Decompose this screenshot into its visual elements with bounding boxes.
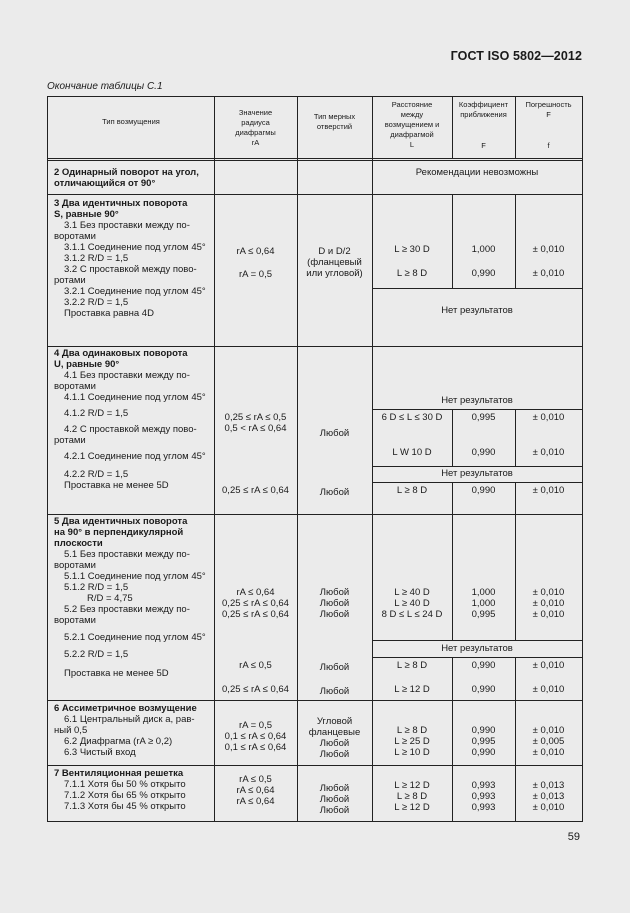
s5-ra-line: 0,25 ≤ rA ≤ 0,64 xyxy=(222,598,289,609)
rule-s6 xyxy=(48,765,582,766)
s3-tap-type xyxy=(297,246,372,279)
s5-coef-a xyxy=(452,587,515,620)
header-line: отверстий xyxy=(316,122,353,131)
s6-ra-line: rA = 0,5 xyxy=(238,720,272,731)
s3-l-2: L ≥ 8 D xyxy=(396,268,428,279)
s5-tap-type-b: Любой xyxy=(319,662,350,673)
s7-description xyxy=(54,768,186,812)
col-rule-2 xyxy=(297,97,298,821)
s7-ra-line: rA ≤ 0,64 xyxy=(236,785,275,796)
s3-no-results: Нет результатов xyxy=(441,305,513,316)
s5-f-line: 0,995 xyxy=(471,609,496,620)
s4-ra-a xyxy=(214,412,297,434)
s4-line: 4.2 С проставкой между пово- xyxy=(64,424,197,435)
s6-tap-type xyxy=(297,716,372,760)
s4-line: 4.1.2 R/D = 1,5 xyxy=(64,408,129,419)
header-line: Погрешность xyxy=(525,100,572,109)
s6-type-line: Любой xyxy=(319,738,350,749)
s3-f-2: 0,990 xyxy=(471,268,496,279)
header-tap-type xyxy=(297,112,372,132)
rule-s2 xyxy=(48,194,582,195)
s4-f-3: 0,990 xyxy=(471,485,496,496)
s4-l-2: L W 10 D xyxy=(392,447,432,458)
rule-s5 xyxy=(48,700,582,701)
s5-f-c: 0,990 xyxy=(471,684,496,695)
s5-f-line: 1,000 xyxy=(471,598,496,609)
s3-ra-1: rA ≤ 0,64 xyxy=(236,246,275,257)
s5-l-line: 8 D ≤ L ≤ 24 D xyxy=(381,609,443,620)
rule-s4-c xyxy=(372,482,582,483)
s3-line: 3.1.2 R/D = 1,5 xyxy=(64,253,129,264)
s4-line: Проставка не менее 5D xyxy=(64,480,169,491)
table-c1 xyxy=(47,96,583,822)
s5-f-line: 1,000 xyxy=(471,587,496,598)
s5-f-b: 0,990 xyxy=(471,660,496,671)
s3-l-1: L ≥ 30 D xyxy=(394,244,430,255)
s5-type-line: Любой xyxy=(319,609,350,620)
s6-err-line: ± 0,010 xyxy=(532,747,565,758)
s7-type-line: Любой xyxy=(319,794,350,805)
s3-line: 3.2 С проставкой между пово- xyxy=(64,264,197,275)
s6-f-line: 0,990 xyxy=(471,725,496,736)
s5-line: 5.2.1 Соединение под углом 45° xyxy=(64,632,206,643)
s5-type-line: Любой xyxy=(319,598,350,609)
s7-f-line: 0,993 xyxy=(471,791,496,802)
s3-line: 3.2.1 Соединение под углом 45° xyxy=(64,286,206,297)
s5-line: 5.2 Без проставки между по- xyxy=(64,604,190,615)
s5-ra-line: 0,25 ≤ rA ≤ 0,64 xyxy=(222,609,289,620)
s7-ra xyxy=(214,774,297,807)
s4-line: 4.2.1 Соединение под углом 45° xyxy=(64,451,206,462)
s4-ra-line: 0,5 < rA ≤ 0,64 xyxy=(224,423,287,434)
s7-err-line: ± 0,013 xyxy=(532,780,565,791)
page-number: 59 xyxy=(567,831,580,843)
s5-distance-a xyxy=(372,587,452,620)
s3-line: Проставка равна 4D xyxy=(64,308,154,319)
s2-note: Рекомендации невозможны xyxy=(415,167,539,178)
s5-line: Проставка не менее 5D xyxy=(64,668,169,679)
s5-line: воротами xyxy=(54,615,96,626)
s4-tap-type-b: Любой xyxy=(319,487,350,498)
s7-l-line: L ≥ 12 D xyxy=(394,802,430,813)
rule-s4 xyxy=(48,514,582,515)
s3-line: 3.2.2 R/D = 1,5 xyxy=(64,297,129,308)
s6-coef xyxy=(452,725,515,758)
s7-line: 7.1.2 Хотя бы 65 % открыто xyxy=(64,790,186,801)
s4-f-1: 0,995 xyxy=(471,412,496,423)
s6-ra-line: 0,1 ≤ rA ≤ 0,64 xyxy=(224,731,287,742)
s6-f-line: 0,995 xyxy=(471,736,496,747)
s5-tap-type-c: Любой xyxy=(319,686,350,697)
s5-line xyxy=(54,660,206,668)
s3-err-1: ± 0,010 xyxy=(532,244,565,255)
rule-s3 xyxy=(48,346,582,347)
s5-line: R/D = 4,75 xyxy=(87,593,133,604)
s5-tap-type-a xyxy=(297,587,372,620)
s4-err-1: ± 0,010 xyxy=(532,412,565,423)
s7-type-line: Любой xyxy=(319,805,350,816)
s5-line: плоскости xyxy=(54,538,103,549)
s4-f-2: 0,990 xyxy=(471,447,496,458)
s4-ra-line: 0,25 ≤ rA ≤ 0,5 xyxy=(224,412,287,423)
s2-line: 2 Одинарный поворот на угол, xyxy=(54,167,199,178)
rule-s3-sub xyxy=(372,288,582,289)
rule-s4-a xyxy=(372,409,582,410)
header-line: диафрагмы xyxy=(235,128,276,137)
s3-err-2: ± 0,010 xyxy=(532,268,565,279)
header-line: Коэффициент xyxy=(458,100,509,109)
s7-ra-line: rA ≤ 0,64 xyxy=(236,796,275,807)
s3-description xyxy=(54,198,206,319)
s6-err-line: ± 0,010 xyxy=(532,725,565,736)
s6-distance xyxy=(372,725,452,758)
s4-err-2: ± 0,010 xyxy=(532,447,565,458)
s5-err-line: ± 0,010 xyxy=(532,587,565,598)
s6-line: ный 0,5 xyxy=(54,725,88,736)
s7-line: 7 Вентиляционная решетка xyxy=(54,768,184,779)
s2-line: отличающийся от 90° xyxy=(54,178,156,189)
header-line: F xyxy=(546,110,551,119)
s4-no-results-2: Нет результатов xyxy=(441,468,513,479)
s3-type-line: или угловой) xyxy=(306,268,363,279)
table-caption: Окончание таблицы С.1 xyxy=(47,81,163,92)
header-line: Тип мерных xyxy=(313,112,356,121)
header-coefficient xyxy=(452,100,515,151)
standard-id: ГОСТ ISO 5802—2012 xyxy=(450,49,582,63)
s7-f-line: 0,993 xyxy=(471,802,496,813)
s6-line: 6.3 Чистый вход xyxy=(64,747,136,758)
s5-line: 5.1 Без проставки между по- xyxy=(64,549,190,560)
s5-type-line: Любой xyxy=(319,587,350,598)
s4-l-3: L ≥ 8 D xyxy=(396,485,428,496)
s5-l-line: L ≥ 40 D xyxy=(394,587,430,598)
s4-line xyxy=(54,462,206,469)
s5-line: воротами xyxy=(54,560,96,571)
s5-l-line: L ≥ 40 D xyxy=(394,598,430,609)
s4-line: 4.1.1 Соединение под углом 45° xyxy=(64,392,206,403)
s4-no-results-1: Нет результатов xyxy=(441,395,513,406)
s5-line: на 90° в перпендикулярной xyxy=(54,527,184,538)
s6-type-line: Любой xyxy=(319,749,350,760)
s6-type-line: Угловой xyxy=(316,716,353,727)
s7-tap-type xyxy=(297,783,372,816)
s7-ra-line: rA ≤ 0,5 xyxy=(239,774,272,785)
s6-type-line: фланцевые xyxy=(308,727,361,738)
s3-ra-2: rA = 0,5 xyxy=(238,269,272,280)
header-line: Расстояние xyxy=(391,100,433,109)
s6-l-line: L ≥ 25 D xyxy=(394,736,430,747)
s5-line: 5.2.2 R/D = 1,5 xyxy=(64,649,129,660)
s5-description xyxy=(54,516,206,679)
s5-err-line: ± 0,010 xyxy=(532,609,565,620)
header-line: радиуса xyxy=(241,118,270,127)
header-line: диафрагмой xyxy=(390,130,434,139)
s2-title xyxy=(54,167,199,189)
s5-ra-a xyxy=(214,587,297,620)
s7-line: 7.1.3 Хотя бы 45 % открыто xyxy=(64,801,186,812)
header-line: приближения xyxy=(460,110,507,119)
s3-f-1: 1,000 xyxy=(471,244,496,255)
rule-s5-a xyxy=(372,640,582,641)
s3-type-line: D и D/2 xyxy=(318,246,351,257)
s6-error xyxy=(515,725,582,758)
s7-err-line: ± 0,013 xyxy=(532,791,565,802)
header-line: возмущением и xyxy=(384,120,440,129)
col-rule-1 xyxy=(214,97,215,821)
s7-error xyxy=(515,780,582,813)
s6-line: 6.2 Диафрагма (rA ≥ 0,2) xyxy=(64,736,173,747)
header-line: f xyxy=(547,141,550,150)
s4-err-3: ± 0,010 xyxy=(532,485,565,496)
s4-ra-b: 0,25 ≤ rA ≤ 0,64 xyxy=(222,485,289,496)
header-orifice-radius xyxy=(214,108,297,148)
s5-line: 5 Два идентичных поворота xyxy=(54,516,188,527)
header-line: rA xyxy=(251,138,260,147)
s5-no-results: Нет результатов xyxy=(441,643,513,654)
s7-l-line: L ≥ 12 D xyxy=(394,780,430,791)
s4-description xyxy=(54,348,206,491)
header-distance xyxy=(372,100,452,150)
s5-error-a xyxy=(515,587,582,620)
s3-line: ротами xyxy=(54,275,86,286)
s3-line: 3.1.1 Соединение под углом 45° xyxy=(64,242,206,253)
s5-ra-b: rA ≤ 0,5 xyxy=(239,660,272,671)
s7-type-line: Любой xyxy=(319,783,350,794)
s7-distance xyxy=(372,780,452,813)
header-error xyxy=(515,100,582,151)
header-line: L xyxy=(409,140,415,149)
s5-line: 5.1.1 Соединение под углом 45° xyxy=(64,571,206,582)
s6-ra xyxy=(214,720,297,753)
header-line: Значение xyxy=(238,108,273,117)
s4-l-1: 6 D ≤ L ≤ 30 D xyxy=(381,412,443,423)
s3-line: 3 Два идентичных поворота xyxy=(54,198,188,209)
header-line: F xyxy=(481,141,486,150)
rule-s4-b xyxy=(372,466,582,467)
s4-line: ротами xyxy=(54,435,86,446)
s5-ra-c: 0,25 ≤ rA ≤ 0,64 xyxy=(222,684,289,695)
s4-line: воротами xyxy=(54,381,96,392)
s6-line: 6.1 Центральный диск a, рав- xyxy=(64,714,195,725)
s4-line: U, равные 90° xyxy=(54,359,120,370)
s6-l-line: L ≥ 8 D xyxy=(396,725,428,736)
s6-description xyxy=(54,703,197,758)
s5-ra-line: rA ≤ 0,64 xyxy=(236,587,275,598)
s6-l-line: L ≥ 10 D xyxy=(394,747,430,758)
rule-header xyxy=(48,158,582,159)
s5-line: 5.1.2 R/D = 1,5 xyxy=(64,582,129,593)
s4-line: 4.1 Без проставки между по- xyxy=(64,370,190,381)
header-disturbance-type: Тип возмущения xyxy=(102,117,160,126)
s7-line: 7.1.1 Хотя бы 50 % открыто xyxy=(64,779,186,790)
s6-ra-line: 0,1 ≤ rA ≤ 0,64 xyxy=(224,742,287,753)
s6-err-line: ± 0,005 xyxy=(532,736,565,747)
s6-line: 6 Ассиметричное возмущение xyxy=(54,703,197,714)
header-line: между xyxy=(400,110,424,119)
rule-header-2 xyxy=(48,160,582,161)
col-rule-3 xyxy=(372,97,373,821)
s7-coef xyxy=(452,780,515,813)
s5-err-line: ± 0,010 xyxy=(532,598,565,609)
s7-f-line: 0,993 xyxy=(471,780,496,791)
s4-line: 4 Два одинаковых поворота xyxy=(54,348,188,359)
s7-l-line: L ≥ 8 D xyxy=(396,791,428,802)
s3-line: воротами xyxy=(54,231,96,242)
s7-err-line: ± 0,010 xyxy=(532,802,565,813)
s6-f-line: 0,990 xyxy=(471,747,496,758)
s4-line: 4.2.2 R/D = 1,5 xyxy=(64,469,129,480)
s5-l-b: L ≥ 8 D xyxy=(396,660,428,671)
s4-tap-type-a: Любой xyxy=(319,428,350,439)
s5-err-c: ± 0,010 xyxy=(532,684,565,695)
s3-line: 3.1 Без проставки между по- xyxy=(64,220,190,231)
s3-type-line: (фланцевый xyxy=(307,257,362,268)
rule-s5-b xyxy=(372,657,582,658)
s5-err-b: ± 0,010 xyxy=(532,660,565,671)
s3-line: S, равные 90° xyxy=(54,209,119,220)
s5-l-c: L ≥ 12 D xyxy=(394,684,430,695)
